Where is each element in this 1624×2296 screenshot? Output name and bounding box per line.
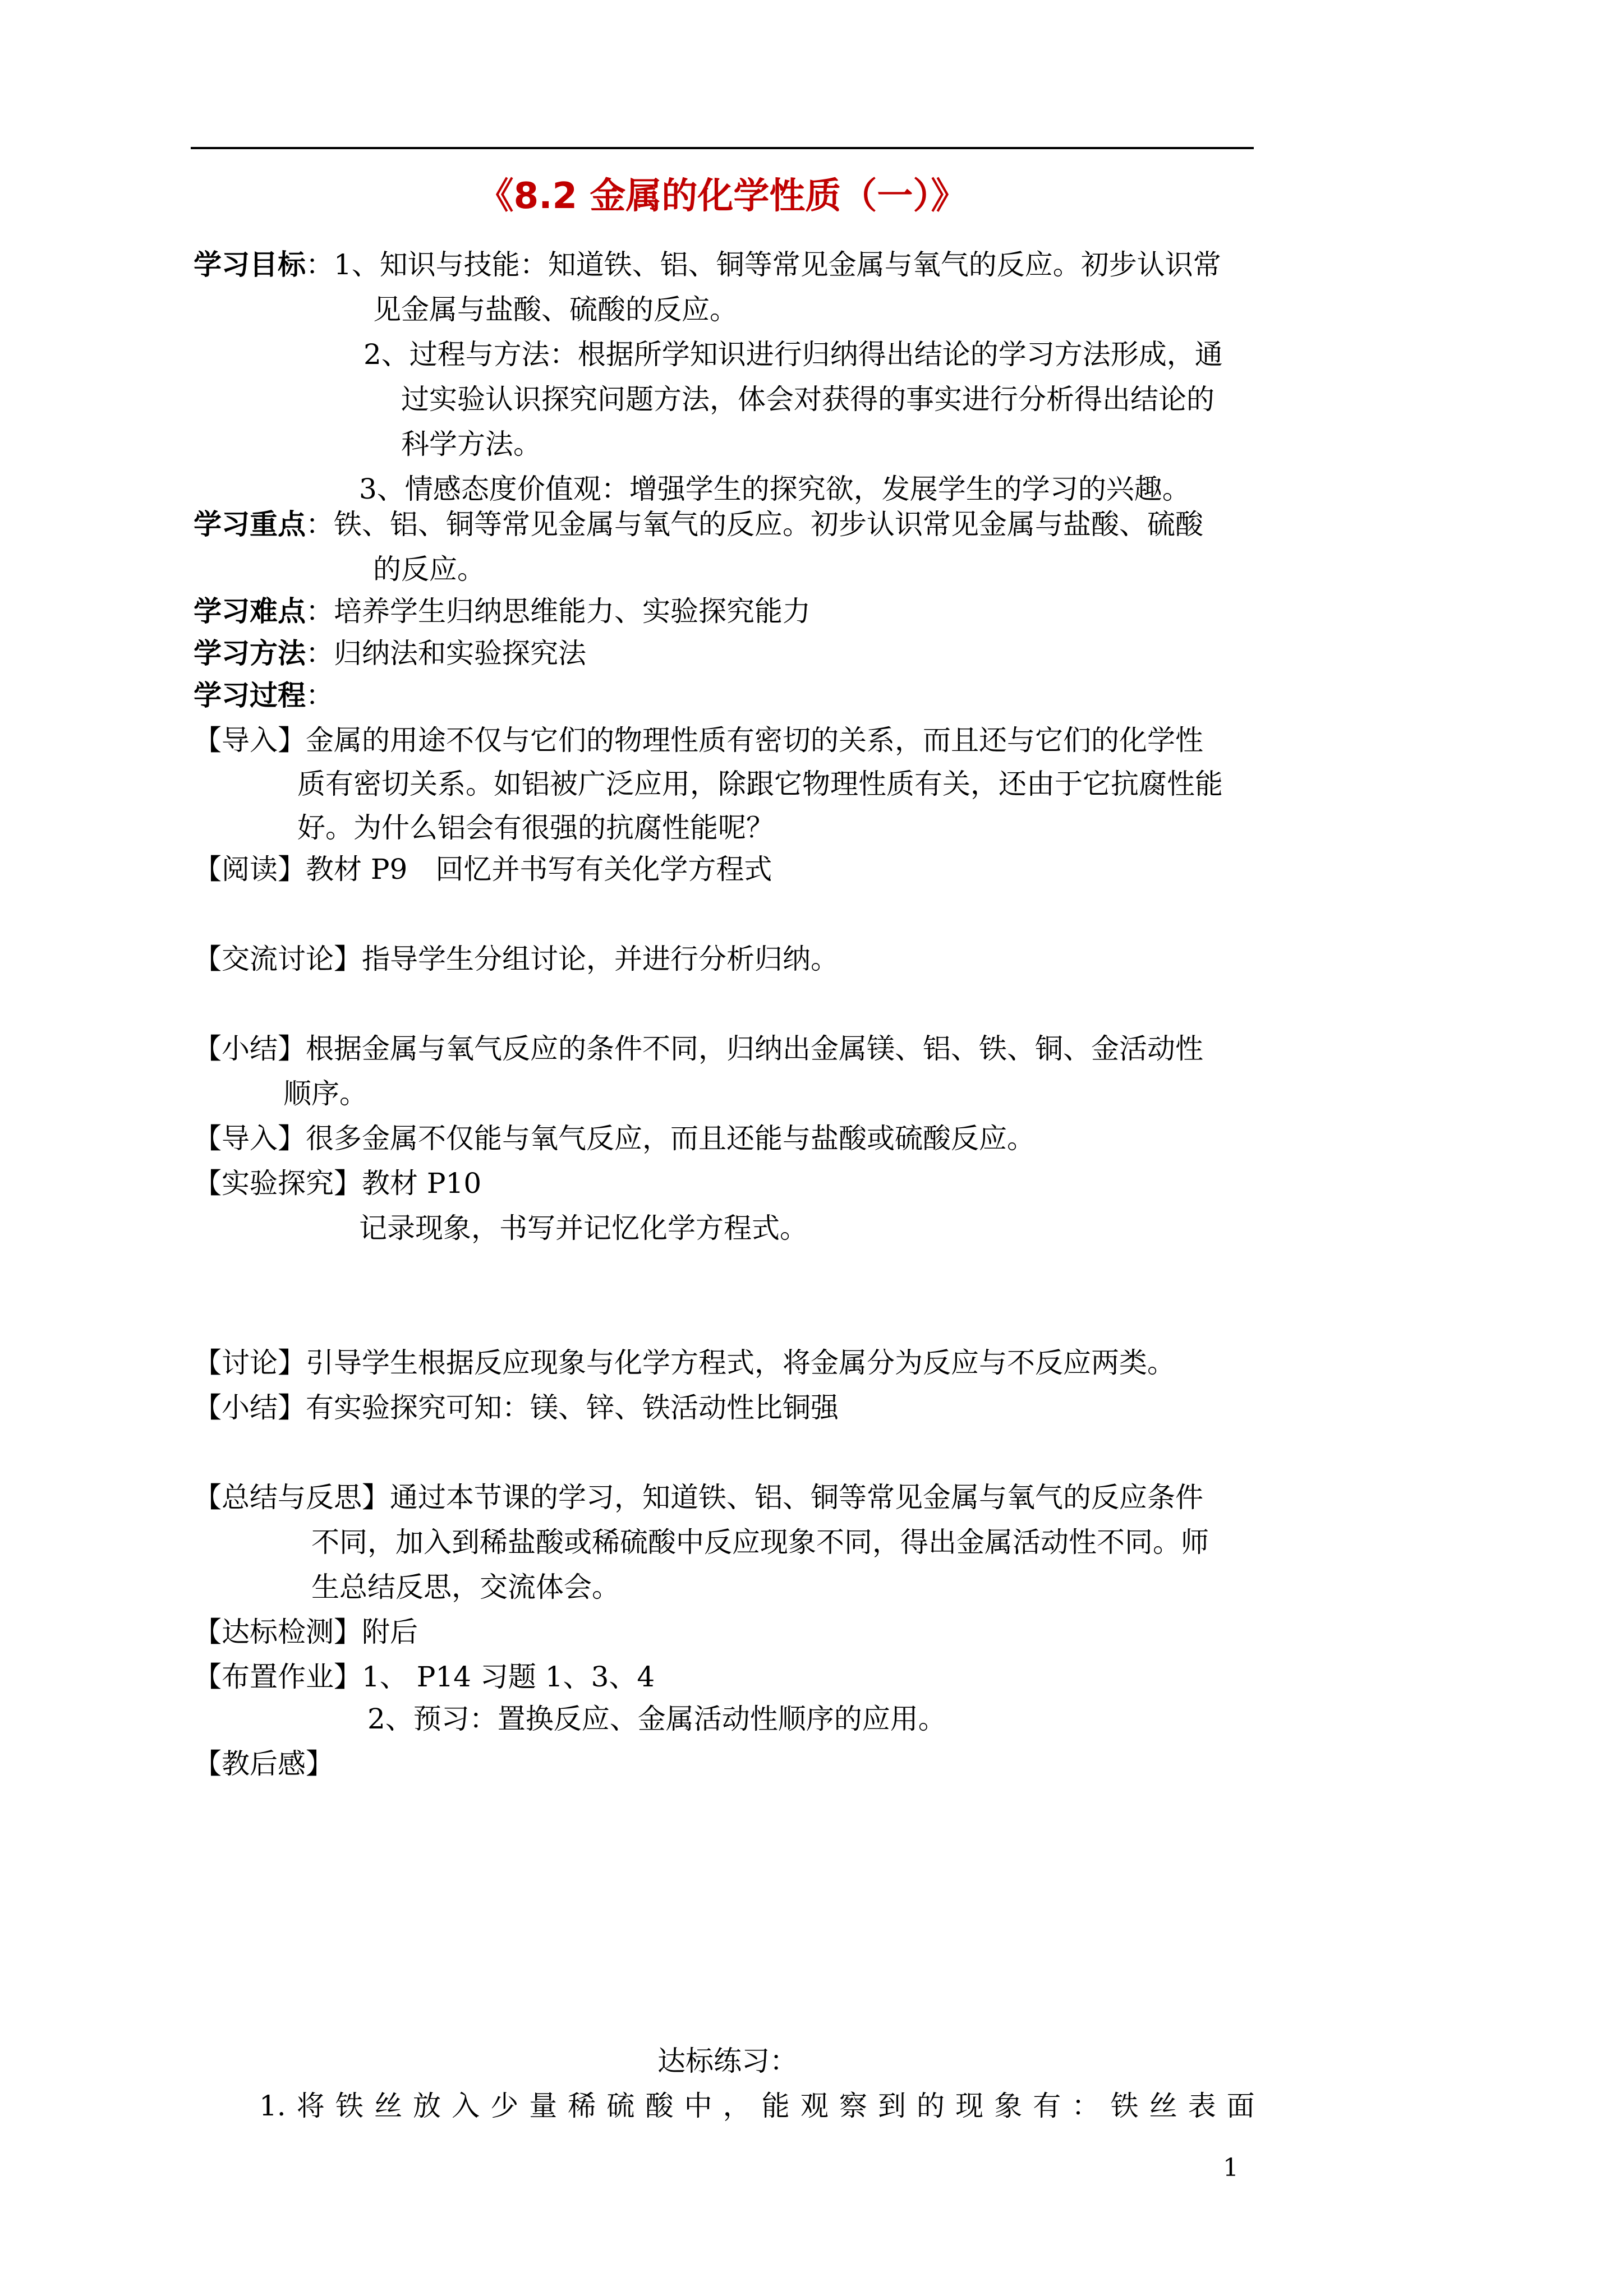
reflect-line1: 【总结与反思】通过本节课的学习，知道铁、铝、铜等常见金属与氧气的反应条件: [194, 1481, 1203, 1514]
page-title: 《8.2 金属的化学性质（一）》: [477, 176, 967, 217]
objectives-item3: 3、情感态度价值观：增强学生的探究欲，发展学生的学习的兴趣。: [359, 473, 1190, 505]
question-token: 察: [839, 2090, 867, 2122]
process-label: 学习过程: [194, 679, 306, 712]
difficulties-label: 学习难点: [194, 595, 306, 628]
objectives-item2-line3: 科学方法。: [401, 428, 541, 460]
process-colon: ：: [306, 679, 334, 712]
question-token: 到: [877, 2090, 906, 2122]
difficulties-colon: ：: [306, 595, 334, 628]
key-points-line-1: [194, 502, 1203, 547]
question-token: 丝: [1149, 2090, 1177, 2122]
objectives-label: 学习目标: [194, 248, 306, 281]
experiment-line: 【实验探究】教材 P10: [194, 1167, 482, 1200]
intro1-line3: 好。为什么铝会有很强的抗腐性能呢？: [297, 812, 774, 844]
difficulties-text: 培养学生归纳思维能力、实验探究能力: [334, 595, 811, 628]
process-line: [194, 673, 334, 718]
intro1-line1: 【导入】金属的用途不仅与它们的物理性质有密切的关系，而且还与它们的化学性: [194, 724, 1203, 757]
objectives-item1-line1: 1、知识与技能：知道铁、铝、铜等常见金属与氧气的反应。初步认识常: [334, 248, 1221, 281]
summary2-line: 【小结】有实验探究可知：镁、锌、铁活动性比铜强: [194, 1391, 839, 1424]
page-number: 1: [1223, 2154, 1239, 2182]
reflect-line2: 不同，加入到稀盐酸或稀硫酸中反应现象不同，得出金属活动性不同。师: [311, 1526, 1209, 1559]
header-rule: [191, 147, 1254, 149]
methods-text: 归纳法和实验探究法: [334, 637, 586, 670]
practice-heading: 达标练习：: [657, 2045, 798, 2077]
discuss2-line: 【讨论】引导学生根据反应现象与化学方程式，将金属分为反应与不反应两类。: [194, 1347, 1175, 1379]
key-points-text: 铁、铝、铜等常见金属与氧气的反应。初步认识常见金属与盐酸、硫酸: [334, 508, 1203, 541]
question-token: 象: [994, 2090, 1023, 2122]
objectives-colon: ：: [306, 248, 334, 281]
key-points-line-2: 的反应。: [373, 553, 485, 585]
question-token: 表: [1188, 2090, 1216, 2122]
question-token: 硫: [606, 2090, 635, 2122]
question-token: 量: [529, 2090, 558, 2122]
reflect-line3: 生总结反思，交流体会。: [311, 1571, 620, 1603]
question-token: ，: [723, 2090, 751, 2122]
question-token: 面: [1226, 2090, 1255, 2122]
homework-line2: 2、预习：置换反应、金属活动性顺序的应用。: [367, 1703, 946, 1735]
record-line: 记录现象，书写并记忆化学方程式。: [359, 1212, 808, 1244]
summary1-line2: 顺序。: [283, 1077, 367, 1110]
objectives-item2-line1: 2、过程与方法：根据所学知识进行归纳得出结论的学习方法形成，通: [364, 338, 1223, 371]
question-token: 中: [684, 2090, 712, 2122]
intro2-line: 【导入】很多金属不仅能与氧气反应，而且还能与盐酸或硫酸反应。: [194, 1122, 1035, 1155]
objectives-item1-line2: 见金属与盐酸、硫酸的反应。: [373, 293, 738, 326]
question-token: 铁: [1110, 2090, 1139, 2122]
question-token: 放: [413, 2090, 441, 2122]
practice-question-1: [259, 2083, 1255, 2128]
question-token: 将: [296, 2090, 325, 2122]
question-token: 丝: [374, 2090, 402, 2122]
question-token: ：: [1071, 2090, 1100, 2122]
discussion-line: 【交流讨论】指导学生分组讨论，并进行分析归纳。: [194, 943, 839, 975]
difficulties-line: [194, 589, 811, 634]
methods-line: [194, 631, 586, 676]
question-token: 酸: [645, 2090, 674, 2122]
test-line: 【达标检测】附后: [194, 1616, 418, 1648]
summary1-line1: 【小结】根据金属与氧气反应的条件不同，归纳出金属镁、铝、铁、铜、金活动性: [194, 1032, 1203, 1065]
objectives-line-1: [194, 242, 1221, 287]
reading-line: 【阅读】教材 P9 回忆并书写有关化学方程式: [194, 853, 772, 886]
objectives-item2-line2: 过实验认识探究问题方法，体会对获得的事实进行分析得出结论的: [401, 383, 1214, 416]
question-token: 1.: [259, 2090, 286, 2122]
question-token: 能: [761, 2090, 790, 2122]
question-token: 有: [1033, 2090, 1061, 2122]
intro1-line2: 质有密切关系。如铝被广泛应用，除跟它物理性质有关，还由于它抗腐性能: [297, 768, 1223, 800]
methods-label: 学习方法: [194, 637, 306, 670]
key-points-label: 学习重点: [194, 508, 306, 541]
methods-colon: ：: [306, 637, 334, 670]
question-token: 稀: [568, 2090, 596, 2122]
question-token: 铁: [335, 2090, 364, 2122]
question-token: 观: [800, 2090, 829, 2122]
question-token: 的: [917, 2090, 945, 2122]
key-points-colon: ：: [306, 508, 334, 541]
homework-line1: 【布置作业】1、 P14 习题 1、3、4: [194, 1661, 655, 1693]
question-token: 少: [490, 2090, 519, 2122]
question-token: 入: [452, 2090, 480, 2122]
afterthought-line: 【教后感】: [194, 1748, 334, 1780]
question-token: 现: [955, 2090, 984, 2122]
